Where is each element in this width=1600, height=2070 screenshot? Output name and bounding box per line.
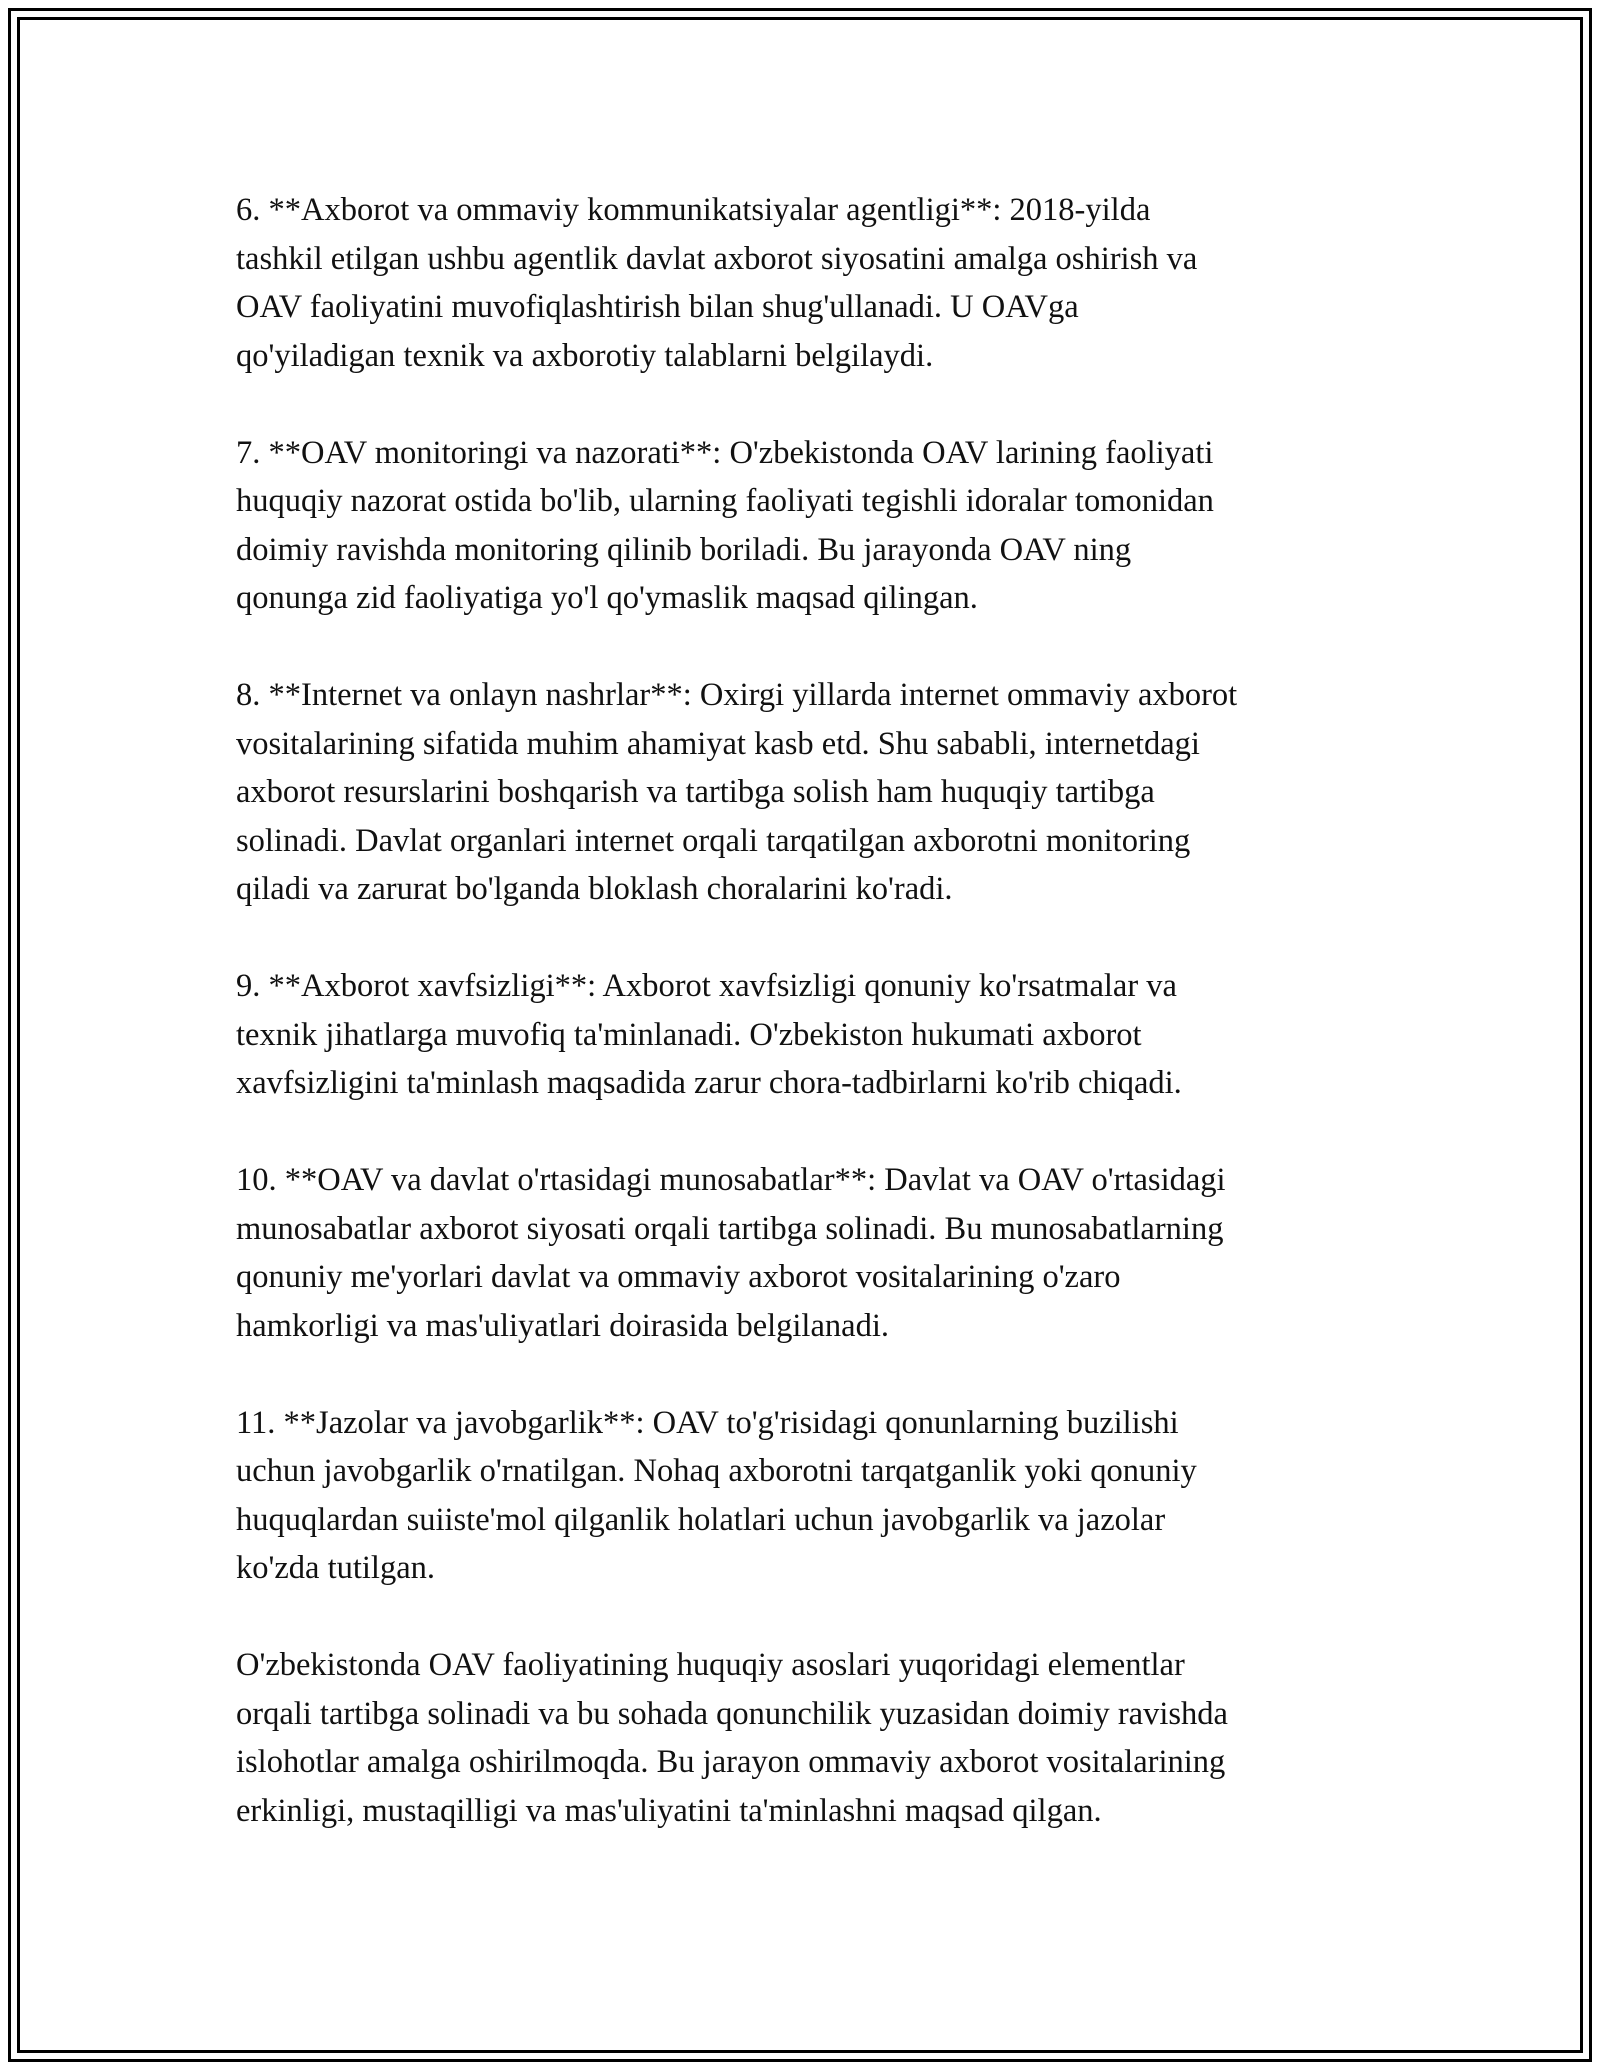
paragraph-item-11: 11. **Jazolar va javobgarlik**: OAV to'g'risidagi qonunlarning buzilishi uchun javobgarlik o'rnatilgan. Nohaq axborotni tarqatganlik yoki qonuniy huquqlardan suiiste'mol qilganlik holatlari uchun javobgarlik va jazolar ko'zda tutilgan. [236,1404,1197,1586]
paragraph-item-9: 9. **Axborot xavfsizligi**: Axborot xavfsizligi qonuniy ko'rsatmalar va texnik jihatlarga muvofiq ta'minlanadi. O'zbekiston hukumati axborot xavfsizligini ta'minlash maqsadida zarur chora-tadbirlarni ko'rib chiqadi. [236,968,1182,1101]
document-body [236,186,1386,1884]
paragraph-item-7: 7. **OAV monitoringi va nazorati**: O'zbekistonda OAV larining faoliyati huquqiy nazorat ostida bo'lib, ularning faoliyati tegishli idoralar tomonidan doimiy ravishda monitoring qilinib boriladi. Bu jarayonda OAV ning qonunga zid faoliyatiga yo'l qo'ymaslik maqsad qilingan. [236,434,1214,616]
paragraph-item-10: 10. **OAV va davlat o'rtasidagi munosabatlar**: Davlat va OAV o'rtasidagi munosabatlar axborot siyosati orqali tartibga solinadi. Bu munosabatlarning qonuniy me'yorlari davlat va ommaviy axborot vositalarining o'zaro hamkorligi va mas'uliyatlari doirasida belgilanadi. [236,1162,1226,1344]
paragraph-item-6: 6. **Axborot va ommaviy kommunikatsiyalar agentligi**: 2018-yilda tashkil etilgan ushbu agentlik davlat axborot siyosatini amalga oshirish va OAV faoliyatini muvofiqlashtirish bilan shug'ullanadi. U OAVga qo'yiladigan texnik va axborotiy talablarni belgilaydi. [236,192,1198,374]
paragraph-item-8: 8. **Internet va onlayn nashrlar**: Oxirgi yillarda internet ommaviy axborot vositalarining sifatida muhim ahamiyat kasb etd. Shu sababli, internetdagi axborot resurslarini boshqarish va tartibga solish ham huquqiy tartibga solinadi. Davlat organlari internet orqali tarqatilgan axborotni monitoring qiladi va zarurat bo'lganda bloklash choralarini ko'radi. [236,677,1238,907]
conclusion-paragraph: O'zbekistonda OAV faoliyatining huquqiy asoslari yuqoridagi elementlar orqali tartibga solinadi va bu sohada qonunchilik yuzasidan doimiy ravishda islohotlar amalga oshirilmoqda. Bu jarayon ommaviy axborot vositalarining erkinligi, mustaqilligi va mas'uliyatini ta'minlashni maqsad qilgan. [236,1647,1228,1829]
